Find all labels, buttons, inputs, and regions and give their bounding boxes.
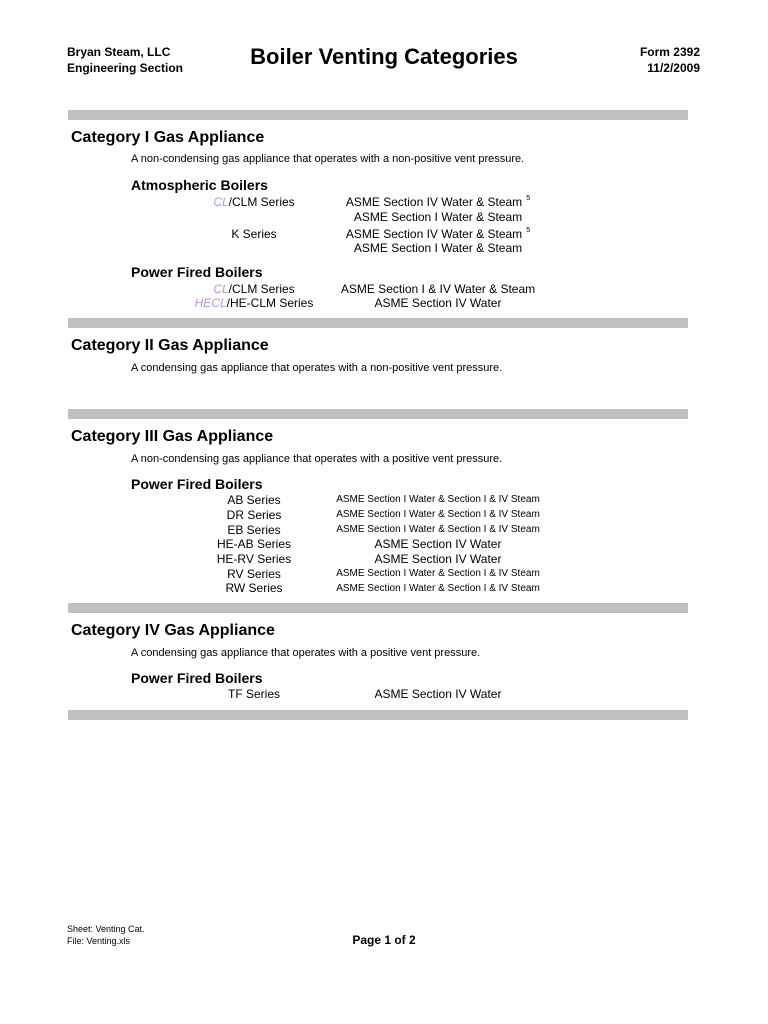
footer-sheet: Sheet: Venting Cat. (67, 924, 145, 934)
form-block (640, 44, 700, 76)
category-4-heading: Category IV Gas Appliance (71, 622, 275, 639)
asme-rating: ASME Section I Water & Steam (353, 210, 523, 224)
footnote-marker: 5 (526, 227, 531, 234)
power-fired-boilers-heading: Power Fired Boilers (131, 476, 263, 492)
section-divider (68, 110, 688, 120)
section-divider (68, 710, 688, 720)
category-2-heading: Category II Gas Appliance (71, 337, 269, 354)
series-name: DR Series (226, 508, 282, 522)
form-date: 11/2/2009 (647, 61, 700, 75)
footer-file: File: Venting.xls (67, 936, 131, 946)
asme-rating: ASME Section I Water & Section I & IV Steam (336, 509, 540, 520)
series-name: RV Series (227, 567, 281, 581)
power-fired-boilers-heading: Power Fired Boilers (131, 670, 263, 686)
category-1-heading: Category I Gas Appliance (71, 129, 265, 146)
series-name: HE-AB Series (216, 537, 292, 551)
series-prefix: HECL (194, 296, 227, 310)
company-name: Bryan Steam, LLC (67, 45, 171, 59)
power-fired-boilers-heading: Power Fired Boilers (131, 264, 263, 280)
series-prefix: CL (213, 195, 229, 209)
footnote-marker: 5 (526, 195, 531, 202)
section-divider (68, 409, 688, 419)
category-4-description: A condensing gas appliance that operates with a positive vent pressure. (131, 647, 481, 659)
category-1-description: A non-condensing gas appliance that operates with a non-positive vent pressure. (131, 153, 525, 165)
asme-rating: ASME Section IV Water (374, 552, 502, 566)
series-label: /CLM Series (228, 282, 295, 296)
asme-rating: ASME Section IV Water (374, 296, 502, 310)
series-prefix: CL (213, 282, 229, 296)
company-section: Engineering Section (67, 61, 184, 75)
series-label: K Series (231, 227, 277, 241)
asme-rating: ASME Section IV Water (374, 537, 502, 551)
asme-rating: ASME Section I Water & Section I & IV Steam (336, 583, 540, 594)
category-3-description: A non-condensing gas appliance that operates with a positive vent pressure. (131, 453, 503, 465)
asme-rating (288, 227, 588, 241)
section-divider (68, 318, 688, 328)
category-2-description: A condensing gas appliance that operates with a non-positive vent pressure. (131, 362, 503, 374)
page-number: Page 1 of 2 (352, 933, 416, 947)
asme-rating: ASME Section I Water & Steam (353, 241, 523, 255)
series-label: /HE-CLM Series (226, 296, 314, 310)
form-number: Form 2392 (639, 45, 700, 59)
category-3-heading: Category III Gas Appliance (71, 428, 274, 445)
asme-rating: ASME Section I & IV Water & Steam (340, 282, 536, 296)
series-name: AB Series (227, 493, 281, 507)
series-name: RW Series (225, 581, 283, 595)
asme-rating: ASME Section I Water & Section I & IV Steam (336, 524, 540, 535)
section-divider (68, 603, 688, 613)
asme-label: ASME Section IV Water & Steam (345, 195, 523, 209)
page-title: Boiler Venting Categories (250, 44, 518, 69)
asme-rating: ASME Section I Water & Section I & IV Steam (336, 494, 540, 505)
series-name: TF Series (227, 687, 280, 701)
series-name: EB Series (227, 523, 281, 537)
series-name: HE-RV Series (216, 552, 292, 566)
atmospheric-boilers-heading: Atmospheric Boilers (131, 177, 268, 193)
asme-rating (288, 195, 588, 209)
series-label: /CLM Series (228, 195, 295, 209)
asme-rating: ASME Section I Water & Section I & IV Steam (336, 568, 540, 579)
asme-label: ASME Section IV Water & Steam (345, 227, 523, 241)
asme-rating: ASME Section IV Water (374, 687, 502, 701)
